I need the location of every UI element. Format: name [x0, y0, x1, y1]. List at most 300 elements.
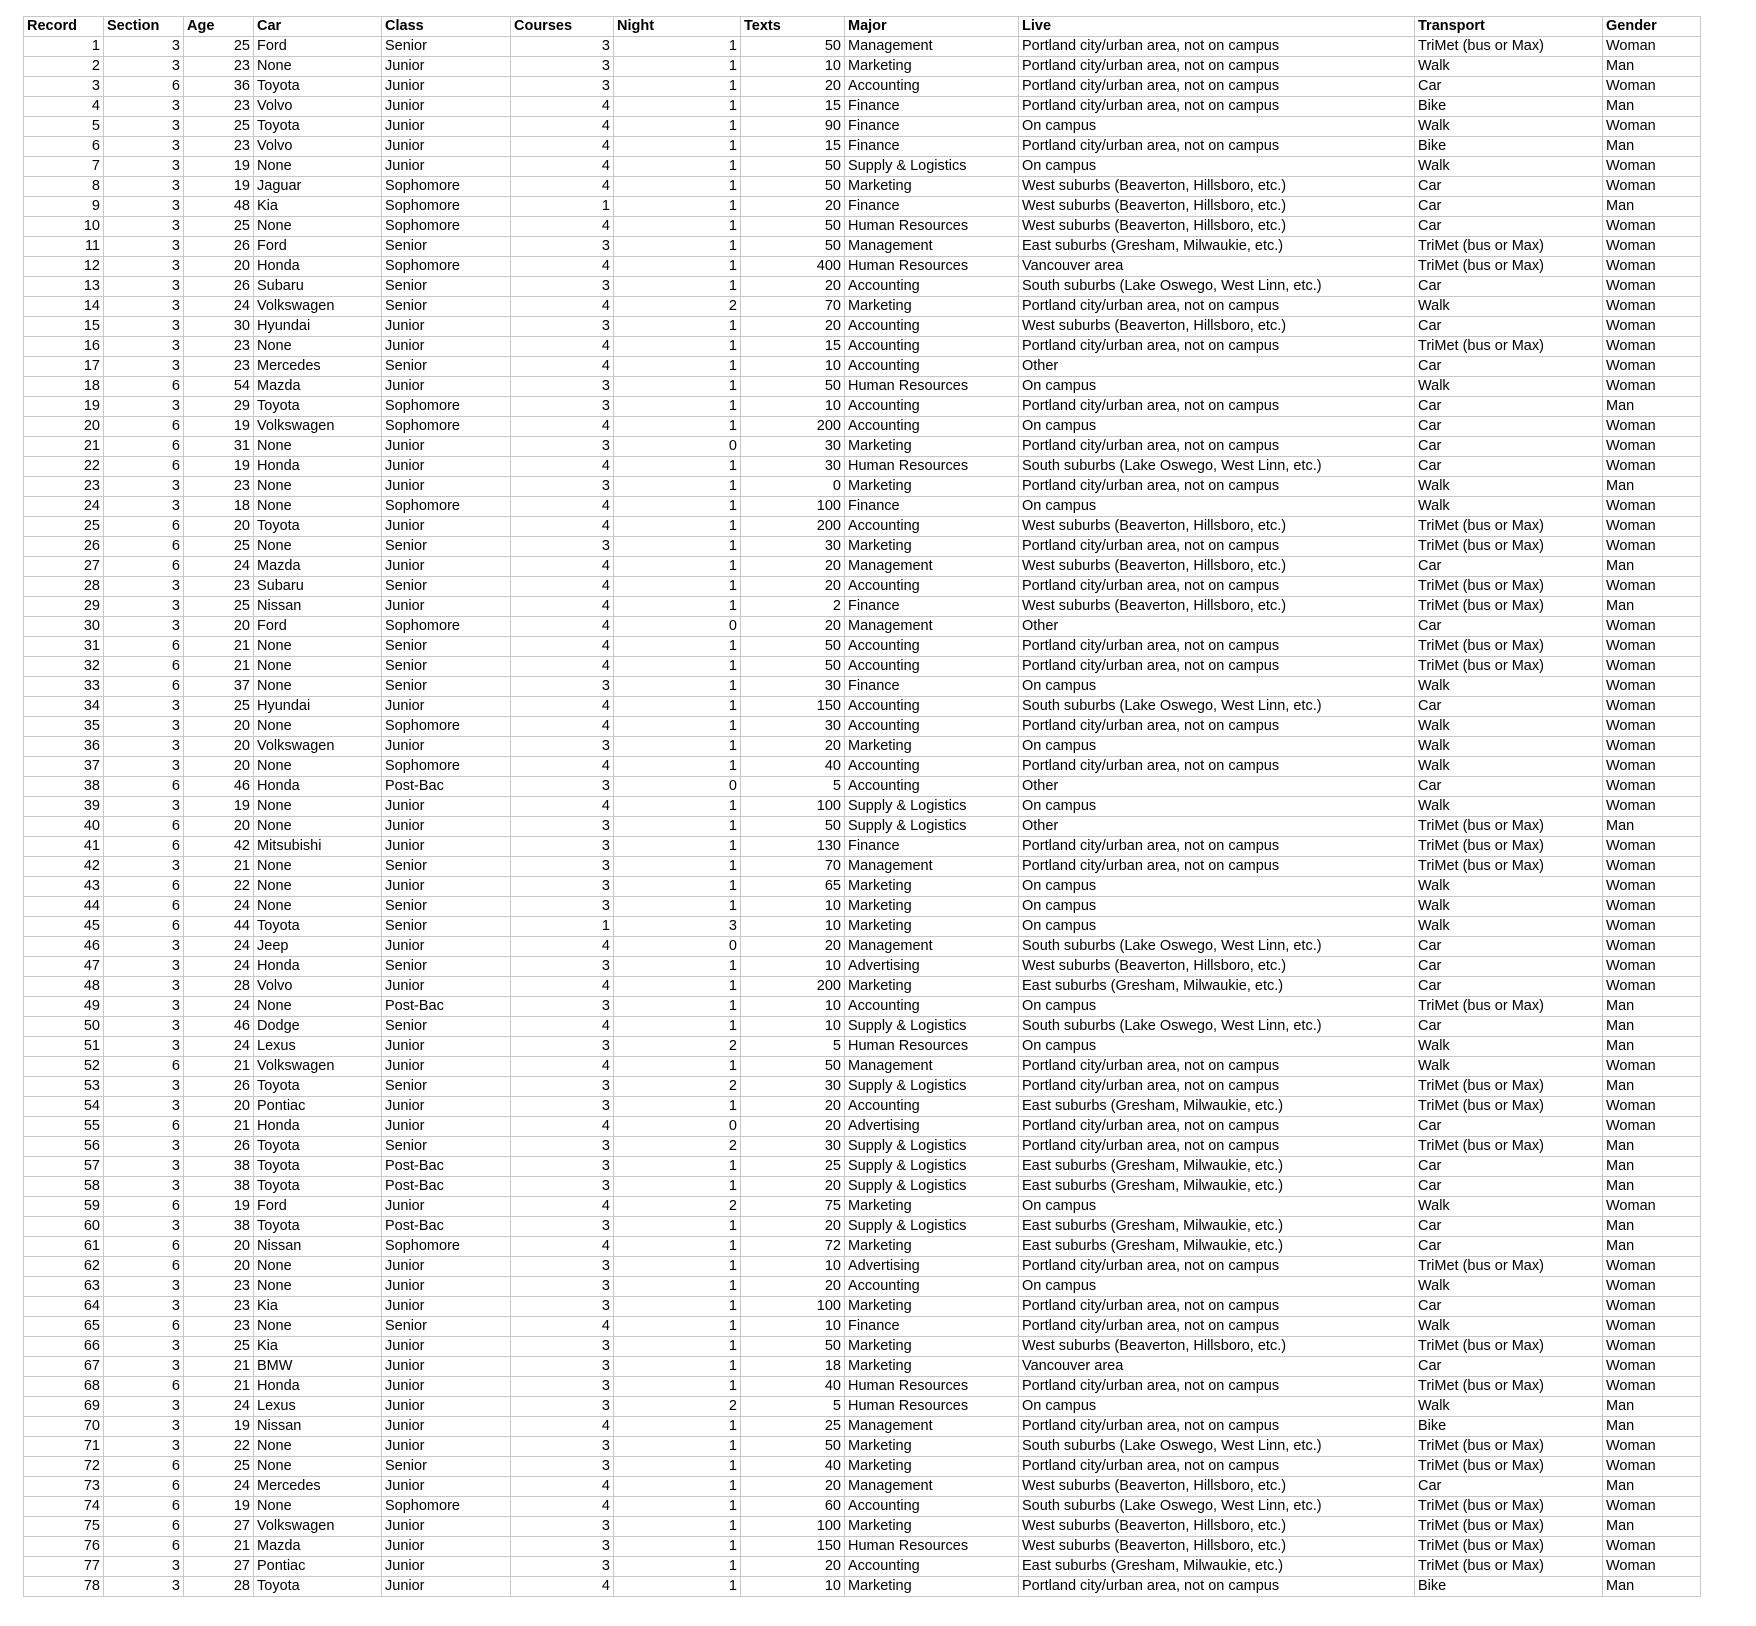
cell-car[interactable]: None — [254, 897, 382, 917]
cell-major[interactable]: Marketing — [845, 177, 1019, 197]
cell-record[interactable]: 13 — [24, 277, 104, 297]
cell-gender[interactable]: Man — [1603, 1237, 1701, 1257]
cell-gender[interactable]: Man — [1603, 57, 1701, 77]
cell-major[interactable]: Finance — [845, 677, 1019, 697]
cell-age[interactable]: 21 — [184, 637, 254, 657]
cell-night[interactable]: 1 — [614, 737, 741, 757]
cell-class[interactable]: Junior — [382, 1517, 511, 1537]
cell-live[interactable]: South suburbs (Lake Oswego, West Linn, etc.) — [1019, 1017, 1415, 1037]
cell-courses[interactable]: 3 — [511, 1217, 614, 1237]
cell-courses[interactable]: 3 — [511, 1097, 614, 1117]
cell-age[interactable]: 21 — [184, 1537, 254, 1557]
cell-major[interactable]: Marketing — [845, 1357, 1019, 1377]
cell-courses[interactable]: 3 — [511, 537, 614, 557]
column-header-texts[interactable]: Texts — [741, 17, 845, 37]
cell-age[interactable]: 20 — [184, 617, 254, 637]
cell-live[interactable]: West suburbs (Beaverton, Hillsboro, etc.) — [1019, 957, 1415, 977]
cell-age[interactable]: 48 — [184, 197, 254, 217]
cell-record[interactable]: 58 — [24, 1177, 104, 1197]
cell-transport[interactable]: Car — [1415, 617, 1603, 637]
cell-class[interactable]: Sophomore — [382, 417, 511, 437]
cell-gender[interactable]: Man — [1603, 1137, 1701, 1157]
cell-car[interactable]: None — [254, 217, 382, 237]
cell-major[interactable]: Human Resources — [845, 377, 1019, 397]
cell-texts[interactable]: 15 — [741, 97, 845, 117]
cell-gender[interactable]: Man — [1603, 1017, 1701, 1037]
cell-night[interactable]: 1 — [614, 257, 741, 277]
cell-night[interactable]: 1 — [614, 217, 741, 237]
cell-courses[interactable]: 4 — [511, 117, 614, 137]
cell-gender[interactable]: Woman — [1603, 937, 1701, 957]
cell-major[interactable]: Supply & Logistics — [845, 817, 1019, 837]
cell-courses[interactable]: 3 — [511, 817, 614, 837]
cell-courses[interactable]: 4 — [511, 1017, 614, 1037]
cell-major[interactable]: Accounting — [845, 1497, 1019, 1517]
cell-record[interactable]: 2 — [24, 57, 104, 77]
cell-texts[interactable]: 30 — [741, 1077, 845, 1097]
cell-texts[interactable]: 50 — [741, 657, 845, 677]
cell-class[interactable]: Junior — [382, 1357, 511, 1377]
cell-night[interactable]: 1 — [614, 837, 741, 857]
cell-car[interactable]: Kia — [254, 1297, 382, 1317]
cell-class[interactable]: Junior — [382, 1557, 511, 1577]
cell-section[interactable]: 3 — [104, 717, 184, 737]
cell-texts[interactable]: 50 — [741, 157, 845, 177]
cell-gender[interactable]: Woman — [1603, 377, 1701, 397]
cell-texts[interactable]: 10 — [741, 1017, 845, 1037]
cell-class[interactable]: Post-Bac — [382, 1217, 511, 1237]
cell-section[interactable]: 6 — [104, 1537, 184, 1557]
cell-major[interactable]: Finance — [845, 597, 1019, 617]
cell-record[interactable]: 34 — [24, 697, 104, 717]
cell-record[interactable]: 62 — [24, 1257, 104, 1277]
cell-courses[interactable]: 3 — [511, 1257, 614, 1277]
cell-transport[interactable]: Car — [1415, 557, 1603, 577]
cell-texts[interactable]: 20 — [741, 737, 845, 757]
cell-record[interactable]: 40 — [24, 817, 104, 837]
cell-class[interactable]: Junior — [382, 937, 511, 957]
cell-live[interactable]: On campus — [1019, 1277, 1415, 1297]
cell-gender[interactable]: Man — [1603, 1397, 1701, 1417]
cell-class[interactable]: Junior — [382, 1197, 511, 1217]
cell-record[interactable]: 1 — [24, 37, 104, 57]
cell-section[interactable]: 6 — [104, 817, 184, 837]
cell-major[interactable]: Finance — [845, 197, 1019, 217]
cell-gender[interactable]: Man — [1603, 1517, 1701, 1537]
cell-age[interactable]: 23 — [184, 357, 254, 377]
cell-class[interactable]: Junior — [382, 557, 511, 577]
cell-class[interactable]: Post-Bac — [382, 777, 511, 797]
cell-courses[interactable]: 3 — [511, 317, 614, 337]
cell-live[interactable]: Portland city/urban area, not on campus — [1019, 37, 1415, 57]
cell-car[interactable]: None — [254, 477, 382, 497]
cell-section[interactable]: 3 — [104, 1097, 184, 1117]
cell-courses[interactable]: 3 — [511, 897, 614, 917]
cell-gender[interactable]: Woman — [1603, 317, 1701, 337]
cell-courses[interactable]: 3 — [511, 677, 614, 697]
cell-texts[interactable]: 10 — [741, 897, 845, 917]
cell-car[interactable]: Kia — [254, 1337, 382, 1357]
cell-section[interactable]: 3 — [104, 217, 184, 237]
cell-texts[interactable]: 20 — [741, 1117, 845, 1137]
cell-courses[interactable]: 4 — [511, 937, 614, 957]
cell-night[interactable]: 1 — [614, 1437, 741, 1457]
cell-gender[interactable]: Woman — [1603, 657, 1701, 677]
cell-live[interactable]: On campus — [1019, 117, 1415, 137]
cell-class[interactable]: Sophomore — [382, 1237, 511, 1257]
cell-live[interactable]: Portland city/urban area, not on campus — [1019, 1137, 1415, 1157]
cell-record[interactable]: 48 — [24, 977, 104, 997]
cell-texts[interactable]: 25 — [741, 1417, 845, 1437]
cell-car[interactable]: Volkswagen — [254, 1517, 382, 1537]
cell-gender[interactable]: Woman — [1603, 217, 1701, 237]
cell-car[interactable]: None — [254, 757, 382, 777]
cell-gender[interactable]: Woman — [1603, 1117, 1701, 1137]
cell-transport[interactable]: Bike — [1415, 1577, 1603, 1597]
cell-texts[interactable]: 20 — [741, 617, 845, 637]
cell-transport[interactable]: Car — [1415, 1217, 1603, 1237]
cell-class[interactable]: Junior — [382, 517, 511, 537]
cell-live[interactable]: Portland city/urban area, not on campus — [1019, 1077, 1415, 1097]
cell-record[interactable]: 78 — [24, 1577, 104, 1597]
cell-texts[interactable]: 50 — [741, 377, 845, 397]
cell-gender[interactable]: Woman — [1603, 857, 1701, 877]
cell-night[interactable]: 1 — [614, 1297, 741, 1317]
cell-courses[interactable]: 3 — [511, 277, 614, 297]
cell-night[interactable]: 1 — [614, 417, 741, 437]
cell-night[interactable]: 1 — [614, 137, 741, 157]
cell-major[interactable]: Human Resources — [845, 457, 1019, 477]
cell-live[interactable]: West suburbs (Beaverton, Hillsboro, etc.) — [1019, 317, 1415, 337]
column-header-age[interactable]: Age — [184, 17, 254, 37]
cell-courses[interactable]: 3 — [511, 1157, 614, 1177]
cell-car[interactable]: Honda — [254, 1117, 382, 1137]
cell-section[interactable]: 6 — [104, 777, 184, 797]
cell-major[interactable]: Accounting — [845, 637, 1019, 657]
cell-courses[interactable]: 4 — [511, 717, 614, 737]
cell-gender[interactable]: Man — [1603, 1217, 1701, 1237]
cell-courses[interactable]: 4 — [511, 417, 614, 437]
cell-gender[interactable]: Woman — [1603, 437, 1701, 457]
cell-record[interactable]: 3 — [24, 77, 104, 97]
cell-night[interactable]: 1 — [614, 457, 741, 477]
cell-transport[interactable]: Bike — [1415, 1417, 1603, 1437]
cell-class[interactable]: Sophomore — [382, 397, 511, 417]
cell-class[interactable]: Junior — [382, 1437, 511, 1457]
cell-class[interactable]: Sophomore — [382, 197, 511, 217]
cell-live[interactable]: West suburbs (Beaverton, Hillsboro, etc.) — [1019, 217, 1415, 237]
cell-texts[interactable]: 10 — [741, 397, 845, 417]
cell-live[interactable]: East suburbs (Gresham, Milwaukie, etc.) — [1019, 1237, 1415, 1257]
cell-class[interactable]: Post-Bac — [382, 1157, 511, 1177]
cell-car[interactable]: None — [254, 797, 382, 817]
cell-section[interactable]: 6 — [104, 1457, 184, 1477]
cell-transport[interactable]: Car — [1415, 1237, 1603, 1257]
cell-transport[interactable]: Walk — [1415, 877, 1603, 897]
cell-age[interactable]: 20 — [184, 817, 254, 837]
cell-car[interactable]: Lexus — [254, 1397, 382, 1417]
column-header-courses[interactable]: Courses — [511, 17, 614, 37]
cell-texts[interactable]: 50 — [741, 37, 845, 57]
cell-class[interactable]: Junior — [382, 437, 511, 457]
cell-live[interactable]: West suburbs (Beaverton, Hillsboro, etc.) — [1019, 557, 1415, 577]
cell-night[interactable]: 1 — [614, 1317, 741, 1337]
cell-texts[interactable]: 10 — [741, 1257, 845, 1277]
cell-age[interactable]: 26 — [184, 277, 254, 297]
cell-night[interactable]: 1 — [614, 1577, 741, 1597]
cell-live[interactable]: On campus — [1019, 677, 1415, 697]
cell-night[interactable]: 1 — [614, 877, 741, 897]
cell-record[interactable]: 25 — [24, 517, 104, 537]
cell-live[interactable]: Portland city/urban area, not on campus — [1019, 537, 1415, 557]
cell-age[interactable]: 24 — [184, 557, 254, 577]
cell-age[interactable]: 27 — [184, 1557, 254, 1577]
cell-car[interactable]: Toyota — [254, 1217, 382, 1237]
cell-texts[interactable]: 25 — [741, 1157, 845, 1177]
cell-record[interactable]: 63 — [24, 1277, 104, 1297]
cell-major[interactable]: Management — [845, 1057, 1019, 1077]
cell-section[interactable]: 3 — [104, 177, 184, 197]
cell-texts[interactable]: 400 — [741, 257, 845, 277]
cell-age[interactable]: 25 — [184, 37, 254, 57]
cell-night[interactable]: 1 — [614, 1237, 741, 1257]
cell-class[interactable]: Sophomore — [382, 1497, 511, 1517]
cell-section[interactable]: 3 — [104, 477, 184, 497]
cell-section[interactable]: 3 — [104, 1437, 184, 1457]
cell-record[interactable]: 39 — [24, 797, 104, 817]
cell-courses[interactable]: 3 — [511, 1357, 614, 1377]
cell-texts[interactable]: 20 — [741, 1477, 845, 1497]
cell-record[interactable]: 61 — [24, 1237, 104, 1257]
cell-major[interactable]: Accounting — [845, 1277, 1019, 1297]
cell-class[interactable]: Sophomore — [382, 497, 511, 517]
cell-section[interactable]: 3 — [104, 97, 184, 117]
cell-night[interactable]: 1 — [614, 797, 741, 817]
cell-night[interactable]: 0 — [614, 1117, 741, 1137]
cell-record[interactable]: 60 — [24, 1217, 104, 1237]
cell-class[interactable]: Junior — [382, 1117, 511, 1137]
cell-section[interactable]: 6 — [104, 1377, 184, 1397]
cell-courses[interactable]: 4 — [511, 557, 614, 577]
cell-courses[interactable]: 4 — [511, 217, 614, 237]
cell-major[interactable]: Human Resources — [845, 257, 1019, 277]
cell-night[interactable]: 1 — [614, 1557, 741, 1577]
cell-gender[interactable]: Woman — [1603, 837, 1701, 857]
cell-car[interactable]: Toyota — [254, 1577, 382, 1597]
cell-major[interactable]: Accounting — [845, 417, 1019, 437]
cell-car[interactable]: None — [254, 537, 382, 557]
cell-section[interactable]: 6 — [104, 457, 184, 477]
cell-live[interactable]: South suburbs (Lake Oswego, West Linn, etc.) — [1019, 1497, 1415, 1517]
cell-live[interactable]: West suburbs (Beaverton, Hillsboro, etc.) — [1019, 197, 1415, 217]
cell-live[interactable]: Portland city/urban area, not on campus — [1019, 757, 1415, 777]
cell-night[interactable]: 0 — [614, 777, 741, 797]
cell-night[interactable]: 1 — [614, 517, 741, 537]
cell-courses[interactable]: 4 — [511, 1117, 614, 1137]
cell-texts[interactable]: 10 — [741, 57, 845, 77]
cell-car[interactable]: Nissan — [254, 597, 382, 617]
column-header-gender[interactable]: Gender — [1603, 17, 1701, 37]
cell-transport[interactable]: TriMet (bus or Max) — [1415, 1097, 1603, 1117]
cell-section[interactable]: 6 — [104, 1497, 184, 1517]
cell-class[interactable]: Senior — [382, 957, 511, 977]
cell-class[interactable]: Junior — [382, 837, 511, 857]
cell-record[interactable]: 69 — [24, 1397, 104, 1417]
cell-gender[interactable]: Woman — [1603, 697, 1701, 717]
cell-live[interactable]: On campus — [1019, 1197, 1415, 1217]
cell-live[interactable]: On campus — [1019, 1397, 1415, 1417]
cell-gender[interactable]: Woman — [1603, 617, 1701, 637]
cell-record[interactable]: 5 — [24, 117, 104, 137]
cell-car[interactable]: None — [254, 157, 382, 177]
cell-transport[interactable]: Car — [1415, 317, 1603, 337]
cell-night[interactable]: 1 — [614, 337, 741, 357]
cell-night[interactable]: 1 — [614, 1157, 741, 1177]
cell-age[interactable]: 26 — [184, 237, 254, 257]
cell-age[interactable]: 24 — [184, 297, 254, 317]
cell-record[interactable]: 51 — [24, 1037, 104, 1057]
cell-night[interactable]: 1 — [614, 477, 741, 497]
cell-age[interactable]: 44 — [184, 917, 254, 937]
cell-age[interactable]: 20 — [184, 517, 254, 537]
cell-courses[interactable]: 3 — [511, 1277, 614, 1297]
cell-live[interactable]: West suburbs (Beaverton, Hillsboro, etc.) — [1019, 1537, 1415, 1557]
cell-live[interactable]: West suburbs (Beaverton, Hillsboro, etc.) — [1019, 1477, 1415, 1497]
cell-major[interactable]: Accounting — [845, 1557, 1019, 1577]
cell-gender[interactable]: Woman — [1603, 877, 1701, 897]
cell-texts[interactable]: 40 — [741, 1457, 845, 1477]
cell-record[interactable]: 33 — [24, 677, 104, 697]
cell-courses[interactable]: 4 — [511, 637, 614, 657]
cell-gender[interactable]: Woman — [1603, 517, 1701, 537]
cell-section[interactable]: 3 — [104, 337, 184, 357]
cell-live[interactable]: On campus — [1019, 997, 1415, 1017]
cell-class[interactable]: Junior — [382, 77, 511, 97]
cell-car[interactable]: Subaru — [254, 277, 382, 297]
cell-age[interactable]: 19 — [184, 417, 254, 437]
cell-texts[interactable]: 60 — [741, 1497, 845, 1517]
cell-section[interactable]: 3 — [104, 117, 184, 137]
cell-transport[interactable]: TriMet (bus or Max) — [1415, 1537, 1603, 1557]
cell-car[interactable]: Honda — [254, 957, 382, 977]
cell-texts[interactable]: 30 — [741, 457, 845, 477]
cell-night[interactable]: 1 — [614, 1277, 741, 1297]
cell-texts[interactable]: 20 — [741, 1557, 845, 1577]
cell-section[interactable]: 6 — [104, 637, 184, 657]
cell-courses[interactable]: 4 — [511, 97, 614, 117]
cell-transport[interactable]: Walk — [1415, 1397, 1603, 1417]
cell-class[interactable]: Junior — [382, 1277, 511, 1297]
cell-age[interactable]: 19 — [184, 1417, 254, 1437]
cell-transport[interactable]: TriMet (bus or Max) — [1415, 657, 1603, 677]
cell-section[interactable]: 3 — [104, 57, 184, 77]
cell-section[interactable]: 3 — [104, 137, 184, 157]
cell-texts[interactable]: 10 — [741, 917, 845, 937]
cell-major[interactable]: Management — [845, 617, 1019, 637]
cell-car[interactable]: Mercedes — [254, 1477, 382, 1497]
cell-car[interactable]: Jaguar — [254, 177, 382, 197]
cell-courses[interactable]: 3 — [511, 997, 614, 1017]
cell-texts[interactable]: 150 — [741, 697, 845, 717]
cell-car[interactable]: None — [254, 497, 382, 517]
cell-gender[interactable]: Woman — [1603, 1437, 1701, 1457]
cell-live[interactable]: East suburbs (Gresham, Milwaukie, etc.) — [1019, 1557, 1415, 1577]
cell-night[interactable]: 0 — [614, 617, 741, 637]
cell-transport[interactable]: Walk — [1415, 1037, 1603, 1057]
cell-section[interactable]: 6 — [104, 677, 184, 697]
cell-transport[interactable]: Walk — [1415, 497, 1603, 517]
cell-section[interactable]: 3 — [104, 1577, 184, 1597]
cell-transport[interactable]: TriMet (bus or Max) — [1415, 1137, 1603, 1157]
cell-age[interactable]: 19 — [184, 457, 254, 477]
cell-major[interactable]: Advertising — [845, 1117, 1019, 1137]
cell-record[interactable]: 18 — [24, 377, 104, 397]
cell-age[interactable]: 21 — [184, 1057, 254, 1077]
cell-transport[interactable]: Car — [1415, 1477, 1603, 1497]
cell-courses[interactable]: 4 — [511, 357, 614, 377]
cell-class[interactable]: Junior — [382, 1537, 511, 1557]
cell-section[interactable]: 6 — [104, 437, 184, 457]
cell-live[interactable]: Portland city/urban area, not on campus — [1019, 1577, 1415, 1597]
cell-car[interactable]: None — [254, 677, 382, 697]
cell-age[interactable]: 25 — [184, 597, 254, 617]
cell-class[interactable]: Senior — [382, 1017, 511, 1037]
cell-texts[interactable]: 15 — [741, 337, 845, 357]
cell-car[interactable]: Hyundai — [254, 697, 382, 717]
cell-night[interactable]: 1 — [614, 177, 741, 197]
cell-section[interactable]: 3 — [104, 1297, 184, 1317]
cell-major[interactable]: Marketing — [845, 537, 1019, 557]
cell-age[interactable]: 38 — [184, 1217, 254, 1237]
cell-live[interactable]: Portland city/urban area, not on campus — [1019, 577, 1415, 597]
cell-car[interactable]: Toyota — [254, 117, 382, 137]
cell-texts[interactable]: 50 — [741, 817, 845, 837]
cell-car[interactable]: Volkswagen — [254, 1057, 382, 1077]
cell-gender[interactable]: Woman — [1603, 77, 1701, 97]
cell-live[interactable]: Portland city/urban area, not on campus — [1019, 1377, 1415, 1397]
cell-class[interactable]: Junior — [382, 697, 511, 717]
cell-gender[interactable]: Man — [1603, 97, 1701, 117]
cell-section[interactable]: 3 — [104, 957, 184, 977]
cell-major[interactable]: Finance — [845, 117, 1019, 137]
cell-class[interactable]: Junior — [382, 1097, 511, 1117]
cell-live[interactable]: Portland city/urban area, not on campus — [1019, 1117, 1415, 1137]
cell-live[interactable]: Portland city/urban area, not on campus — [1019, 717, 1415, 737]
cell-texts[interactable]: 5 — [741, 1397, 845, 1417]
cell-transport[interactable]: TriMet (bus or Max) — [1415, 237, 1603, 257]
cell-major[interactable]: Human Resources — [845, 1397, 1019, 1417]
cell-section[interactable]: 3 — [104, 1277, 184, 1297]
cell-texts[interactable]: 150 — [741, 1537, 845, 1557]
cell-gender[interactable]: Man — [1603, 1577, 1701, 1597]
cell-age[interactable]: 19 — [184, 177, 254, 197]
cell-night[interactable]: 1 — [614, 897, 741, 917]
cell-night[interactable]: 1 — [614, 977, 741, 997]
cell-gender[interactable]: Man — [1603, 1177, 1701, 1197]
cell-transport[interactable]: TriMet (bus or Max) — [1415, 1377, 1603, 1397]
cell-age[interactable]: 29 — [184, 397, 254, 417]
cell-section[interactable]: 3 — [104, 757, 184, 777]
cell-transport[interactable]: Car — [1415, 957, 1603, 977]
cell-age[interactable]: 24 — [184, 1477, 254, 1497]
cell-texts[interactable]: 200 — [741, 517, 845, 537]
cell-night[interactable]: 1 — [614, 1357, 741, 1377]
cell-major[interactable]: Human Resources — [845, 217, 1019, 237]
cell-major[interactable]: Supply & Logistics — [845, 1077, 1019, 1097]
cell-record[interactable]: 4 — [24, 97, 104, 117]
cell-night[interactable]: 1 — [614, 817, 741, 837]
cell-gender[interactable]: Woman — [1603, 977, 1701, 997]
